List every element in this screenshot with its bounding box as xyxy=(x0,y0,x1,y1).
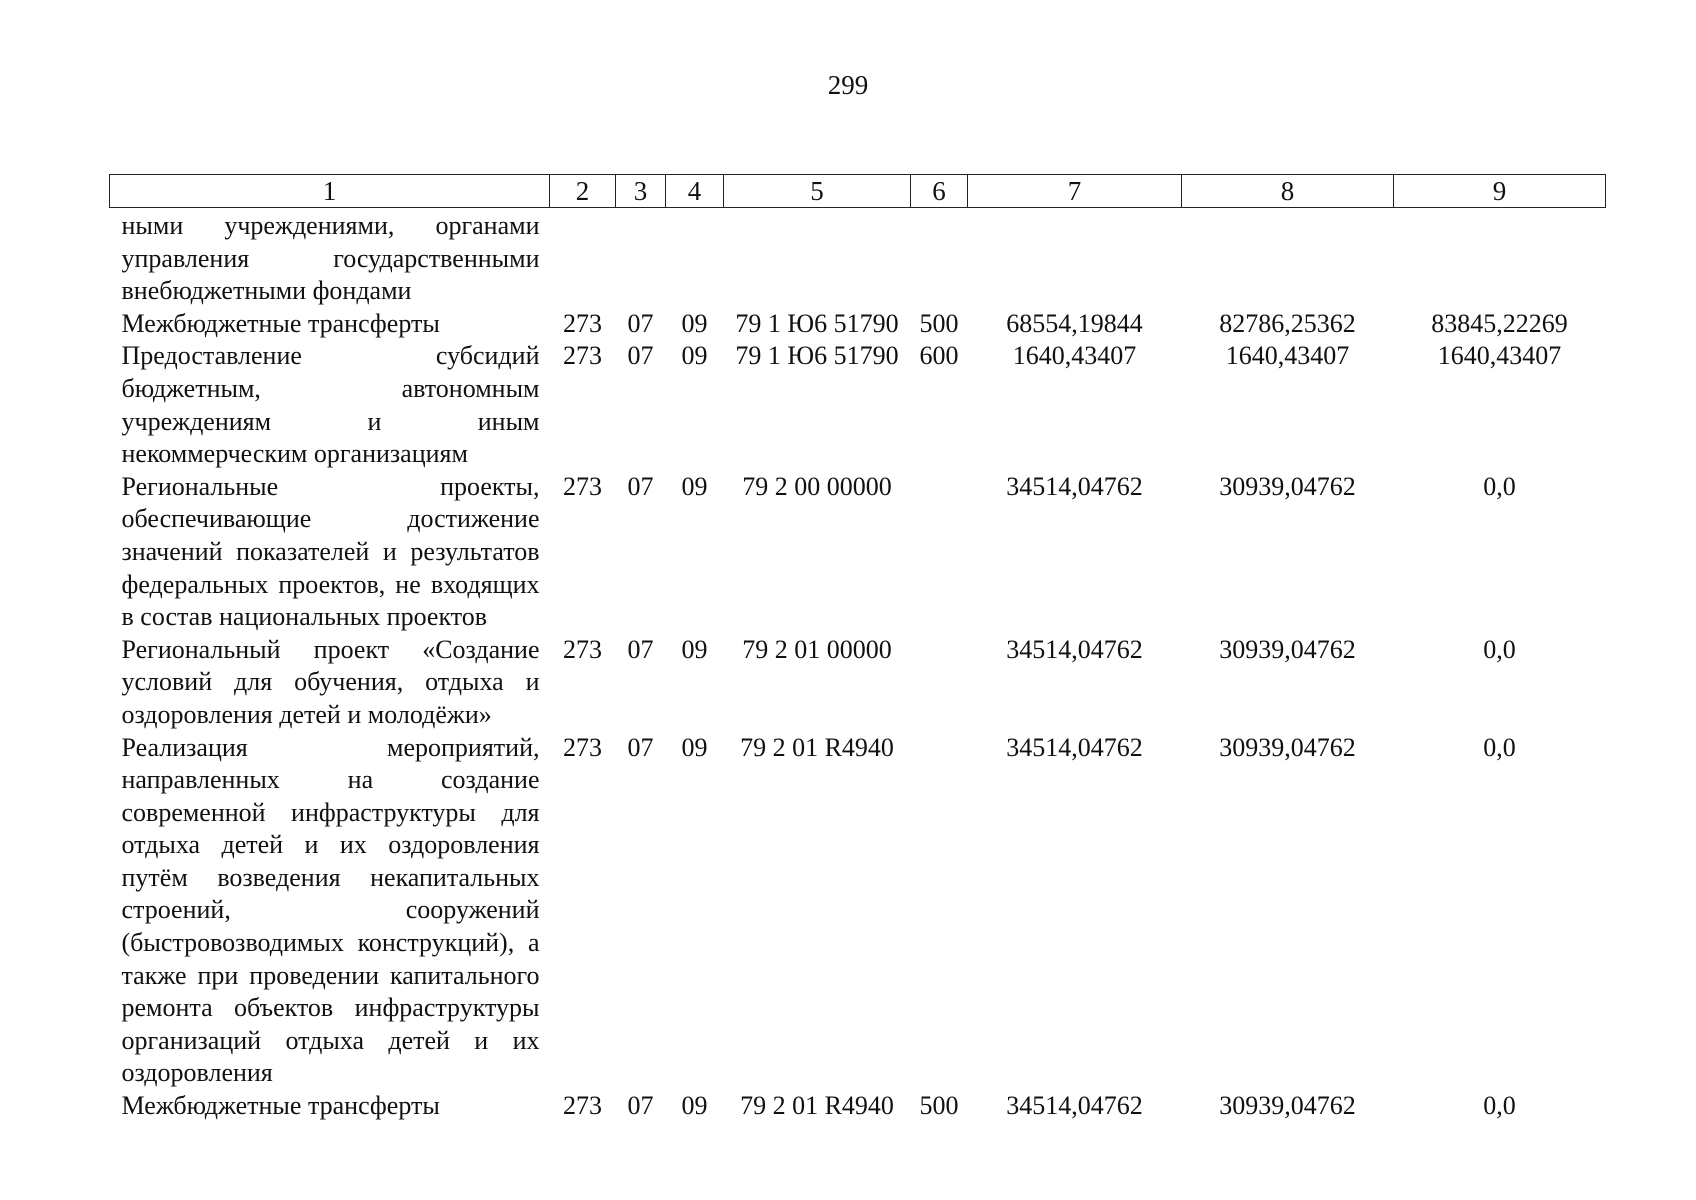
row-amount-year1: 68554,19844 xyxy=(1006,308,1143,338)
row-amount-year1 xyxy=(968,208,1182,308)
row-name: Реализация мероприятий, направленных на создание современной инфраструктуры для отдыха детей и их оздоровления путём возведения некапитальных строений, сооружений (быстровозводимых конструкций), а также при проведении капитального ремонта объектов инфраструктуры организаций отдыха детей и их оздоровления xyxy=(121,732,540,1088)
row-code-subsection: 09 xyxy=(681,634,708,664)
row-code-expense-type: 600 xyxy=(919,341,959,371)
row-code-ministry xyxy=(550,208,616,308)
row-code-ministry: 273 xyxy=(563,1091,602,1121)
table-row xyxy=(110,208,1606,308)
row-name: Региональный проект «Создание условий для обучения, отдыха и оздоровления детей и молодёжи» xyxy=(121,634,540,729)
row-amount-year1: 34514,04762 xyxy=(1006,634,1143,664)
row-amount-year1: 34514,04762 xyxy=(1006,1091,1143,1121)
row-amount-year2: 30939,04762 xyxy=(1219,471,1356,501)
row-code-expense-type xyxy=(911,471,968,634)
column-number-5: 5 xyxy=(724,175,911,208)
row-name: Межбюджетные трансферты xyxy=(121,1091,440,1121)
row-code-ministry: 273 xyxy=(563,471,602,501)
row-amount-year1: 34514,04762 xyxy=(1006,471,1143,501)
row-code-section: 07 xyxy=(627,308,654,338)
row-name: Региональные проекты, обеспечивающие достижение значений показателей и результатов федеральных проектов, не входящих в состав национальных проектов xyxy=(121,471,540,632)
row-code-section: 07 xyxy=(627,1091,654,1121)
column-number-3: 3 xyxy=(616,175,666,208)
table-row xyxy=(110,634,1606,732)
column-number-7: 7 xyxy=(968,175,1182,208)
row-code-section: 07 xyxy=(627,634,654,664)
row-code-target xyxy=(724,208,911,308)
row-amount-year3: 0,0 xyxy=(1483,634,1516,664)
row-code-target: 79 2 01 R4940 xyxy=(740,732,894,762)
row-code-target: 79 1 Ю6 51790 xyxy=(735,341,899,371)
row-name: Межбюджетные трансферты xyxy=(121,308,440,338)
row-code-expense-type: 500 xyxy=(919,308,959,338)
page-number: 299 xyxy=(827,70,869,100)
column-number-2: 2 xyxy=(550,175,616,208)
row-code-target: 79 2 01 R4940 xyxy=(740,1091,894,1121)
row-amount-year3: 83845,22269 xyxy=(1431,308,1568,338)
table-row xyxy=(110,340,1606,470)
column-number-8: 8 xyxy=(1182,175,1394,208)
table-header-row xyxy=(110,175,1606,208)
row-code-section xyxy=(616,208,666,308)
row-amount-year3: 1640,43407 xyxy=(1437,341,1562,371)
table-row xyxy=(110,732,1606,1091)
column-number-9: 9 xyxy=(1394,175,1606,208)
row-amount-year1: 34514,04762 xyxy=(1006,732,1143,762)
row-code-section: 07 xyxy=(627,471,654,501)
row-code-expense-type xyxy=(911,634,968,732)
row-amount-year2: 30939,04762 xyxy=(1219,1091,1356,1121)
table-row xyxy=(110,308,1606,341)
row-code-ministry: 273 xyxy=(563,341,602,371)
row-name: ными учреждениями, органами управления государственными внебюджетными фондами xyxy=(121,211,540,306)
row-name: Предоставление субсидий бюджетным, автономным учреждениям и иным некоммерческим организациям xyxy=(121,341,540,469)
row-code-subsection xyxy=(666,208,724,308)
row-code-target: 79 2 01 00000 xyxy=(742,634,892,664)
row-code-subsection: 09 xyxy=(681,732,708,762)
row-code-target: 79 2 00 00000 xyxy=(742,471,892,501)
column-number-1: 1 xyxy=(110,175,550,208)
row-code-subsection: 09 xyxy=(681,1091,708,1121)
budget-table xyxy=(109,174,1606,1123)
row-code-ministry: 273 xyxy=(563,732,602,762)
row-amount-year3: 0,0 xyxy=(1483,732,1516,762)
row-code-expense-type xyxy=(911,208,968,308)
row-code-target: 79 1 Ю6 51790 xyxy=(735,308,899,338)
row-amount-year2: 82786,25362 xyxy=(1219,308,1356,338)
row-amount-year2: 1640,43407 xyxy=(1225,341,1350,371)
table-row xyxy=(110,1090,1606,1123)
row-amount-year3: 0,0 xyxy=(1483,471,1516,501)
row-code-subsection: 09 xyxy=(681,308,708,338)
row-code-section: 07 xyxy=(627,341,654,371)
row-code-ministry: 273 xyxy=(563,634,602,664)
row-amount-year1: 1640,43407 xyxy=(1012,341,1137,371)
column-number-4: 4 xyxy=(666,175,724,208)
row-code-ministry: 273 xyxy=(563,308,602,338)
row-code-subsection: 09 xyxy=(681,341,708,371)
row-amount-year2: 30939,04762 xyxy=(1219,634,1356,664)
row-code-section: 07 xyxy=(627,732,654,762)
row-amount-year2 xyxy=(1182,208,1394,308)
row-code-subsection: 09 xyxy=(681,471,708,501)
row-code-expense-type xyxy=(911,732,968,1091)
column-number-6: 6 xyxy=(911,175,968,208)
row-amount-year2: 30939,04762 xyxy=(1219,732,1356,762)
row-amount-year3: 0,0 xyxy=(1483,1091,1516,1121)
table-row xyxy=(110,471,1606,634)
row-code-expense-type: 500 xyxy=(919,1091,959,1121)
row-amount-year3 xyxy=(1394,208,1606,308)
